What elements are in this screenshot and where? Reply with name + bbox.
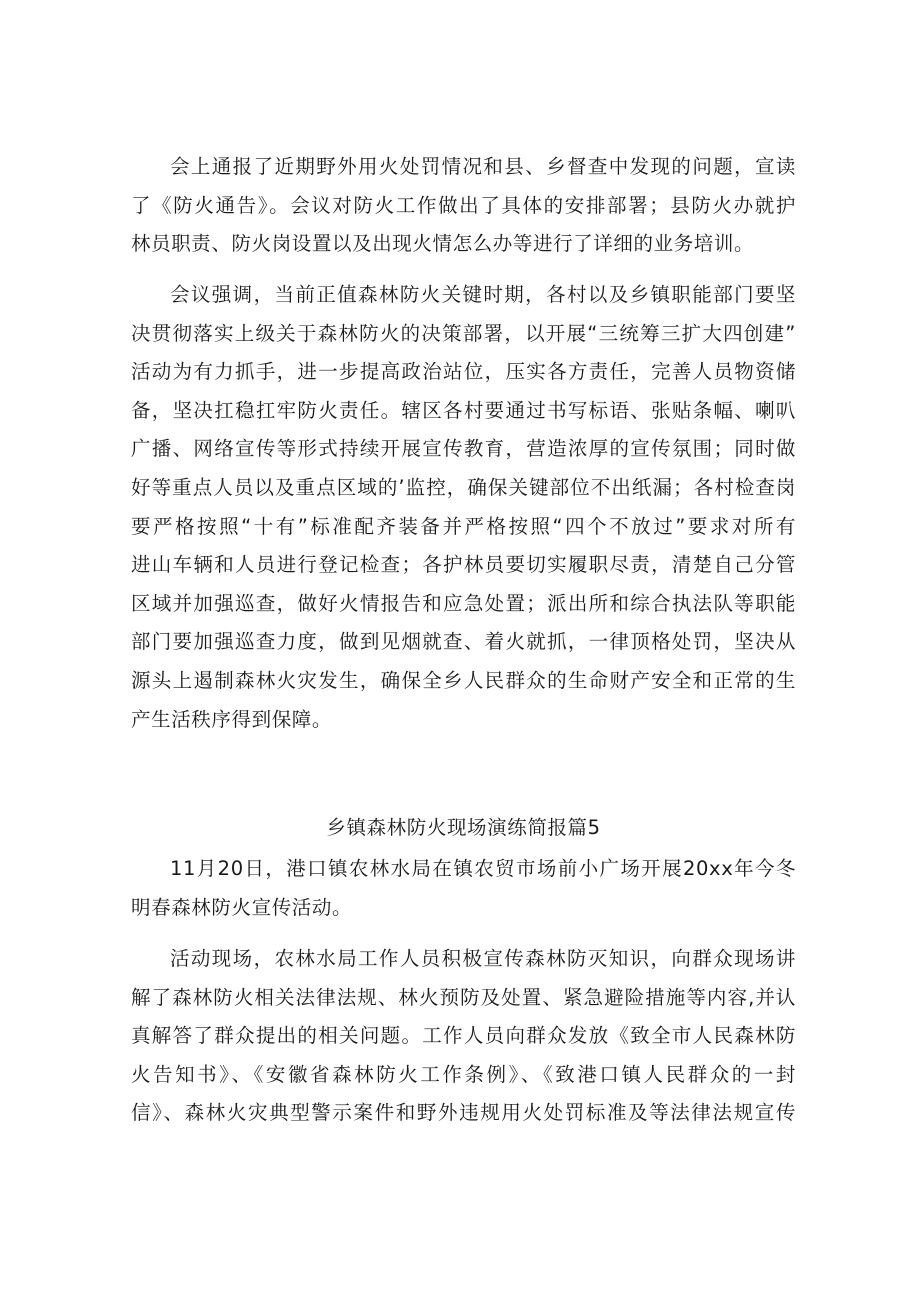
section2-paragraph-2 bbox=[131, 940, 796, 1133]
text-line: 林员职责、防火岗设置以及出现火情怎么办等进行了详细的业务培训。 bbox=[131, 232, 755, 256]
text-line: 活动现场，农林水局工作人员积极宣传森林防灭知识，向群众现场讲 bbox=[170, 947, 796, 970]
text-line: 火告知书》、《安徽省森林防火工作条例》、《致港口镇人民群众的一封 bbox=[131, 1062, 796, 1086]
text-line: 活动为有力抓手，进一步提高政治站位，压实各方责任，完善人员物资储 bbox=[131, 360, 796, 384]
text-line: 部门要加强巡查力度，做到见烟就查、着火就抓，一律顶格处罚，坚决从 bbox=[131, 630, 796, 654]
section1-paragraph-1 bbox=[131, 148, 796, 264]
text-line: 产生活秩序得到保障。 bbox=[131, 707, 333, 731]
text-line: 会议强调，当前正值森林防火关键时期，各村以及乡镇职能部门要坚 bbox=[170, 283, 796, 306]
section2-paragraph-1 bbox=[131, 850, 796, 927]
text-line: 区域并加强巡查，做好火情报告和应急处置；派出所和综合执法队等职能 bbox=[131, 591, 796, 615]
text-line: 广播、网络宣传等形式持续开展宣传教育，营造浓厚的宣传氛围；同时做 bbox=[131, 437, 796, 461]
text-line: 真解答了群众提出的相关问题。工作人员向群众发放《致全市人民森林防 bbox=[131, 1024, 796, 1048]
text-line: 决贯彻落实上级关于森林防火的决策部署，以开展“三统筹三扩大四创建” bbox=[131, 321, 796, 345]
text-line: 会上通报了近期野外用火处罚情况和县、乡督查中发现的问题，宣读 bbox=[170, 155, 796, 178]
text-line: 了《防火通告》。会议对防火工作做出了具体的安排部署；县防火办就护 bbox=[131, 193, 796, 217]
text-line: 要严格按照“十有”标准配齐装备并严格按照“四个不放过”要求对所有 bbox=[131, 514, 796, 538]
section1-paragraph-2 bbox=[131, 276, 796, 739]
text-line: 信》、森林火灾典型警示案件和野外违规用火处罚标准及等法律法规宣传 bbox=[131, 1101, 796, 1125]
text-line: 解了森林防火相关法律法规、林火预防及处置、紧急避险措施等内容,并认 bbox=[131, 985, 796, 1009]
text-line: 源头上遏制森林火灾发生，确保全乡人民群众的生命财产安全和正常的生 bbox=[131, 668, 796, 692]
section-heading: 乡镇森林防火现场演练简报篇5 bbox=[326, 816, 601, 839]
text-line: 明春森林防火宣传活动。 bbox=[131, 895, 353, 919]
text-line: 备，坚决扛稳扛牢防火责任。辖区各村要通过书写标语、张贴条幅、喇叭 bbox=[131, 398, 796, 422]
text-line: 进山车辆和人员进行登记检查；各护林员要切实履职尽责，清楚自己分管 bbox=[131, 553, 796, 577]
text-line: 好等重点人员以及重点区域的’监控，确保关键部位不出纸漏；各村检查岗 bbox=[131, 475, 796, 499]
text-line: 11月20日，港口镇农林水局在镇农贸市场前小广场开展20xx年今冬 bbox=[170, 857, 796, 880]
